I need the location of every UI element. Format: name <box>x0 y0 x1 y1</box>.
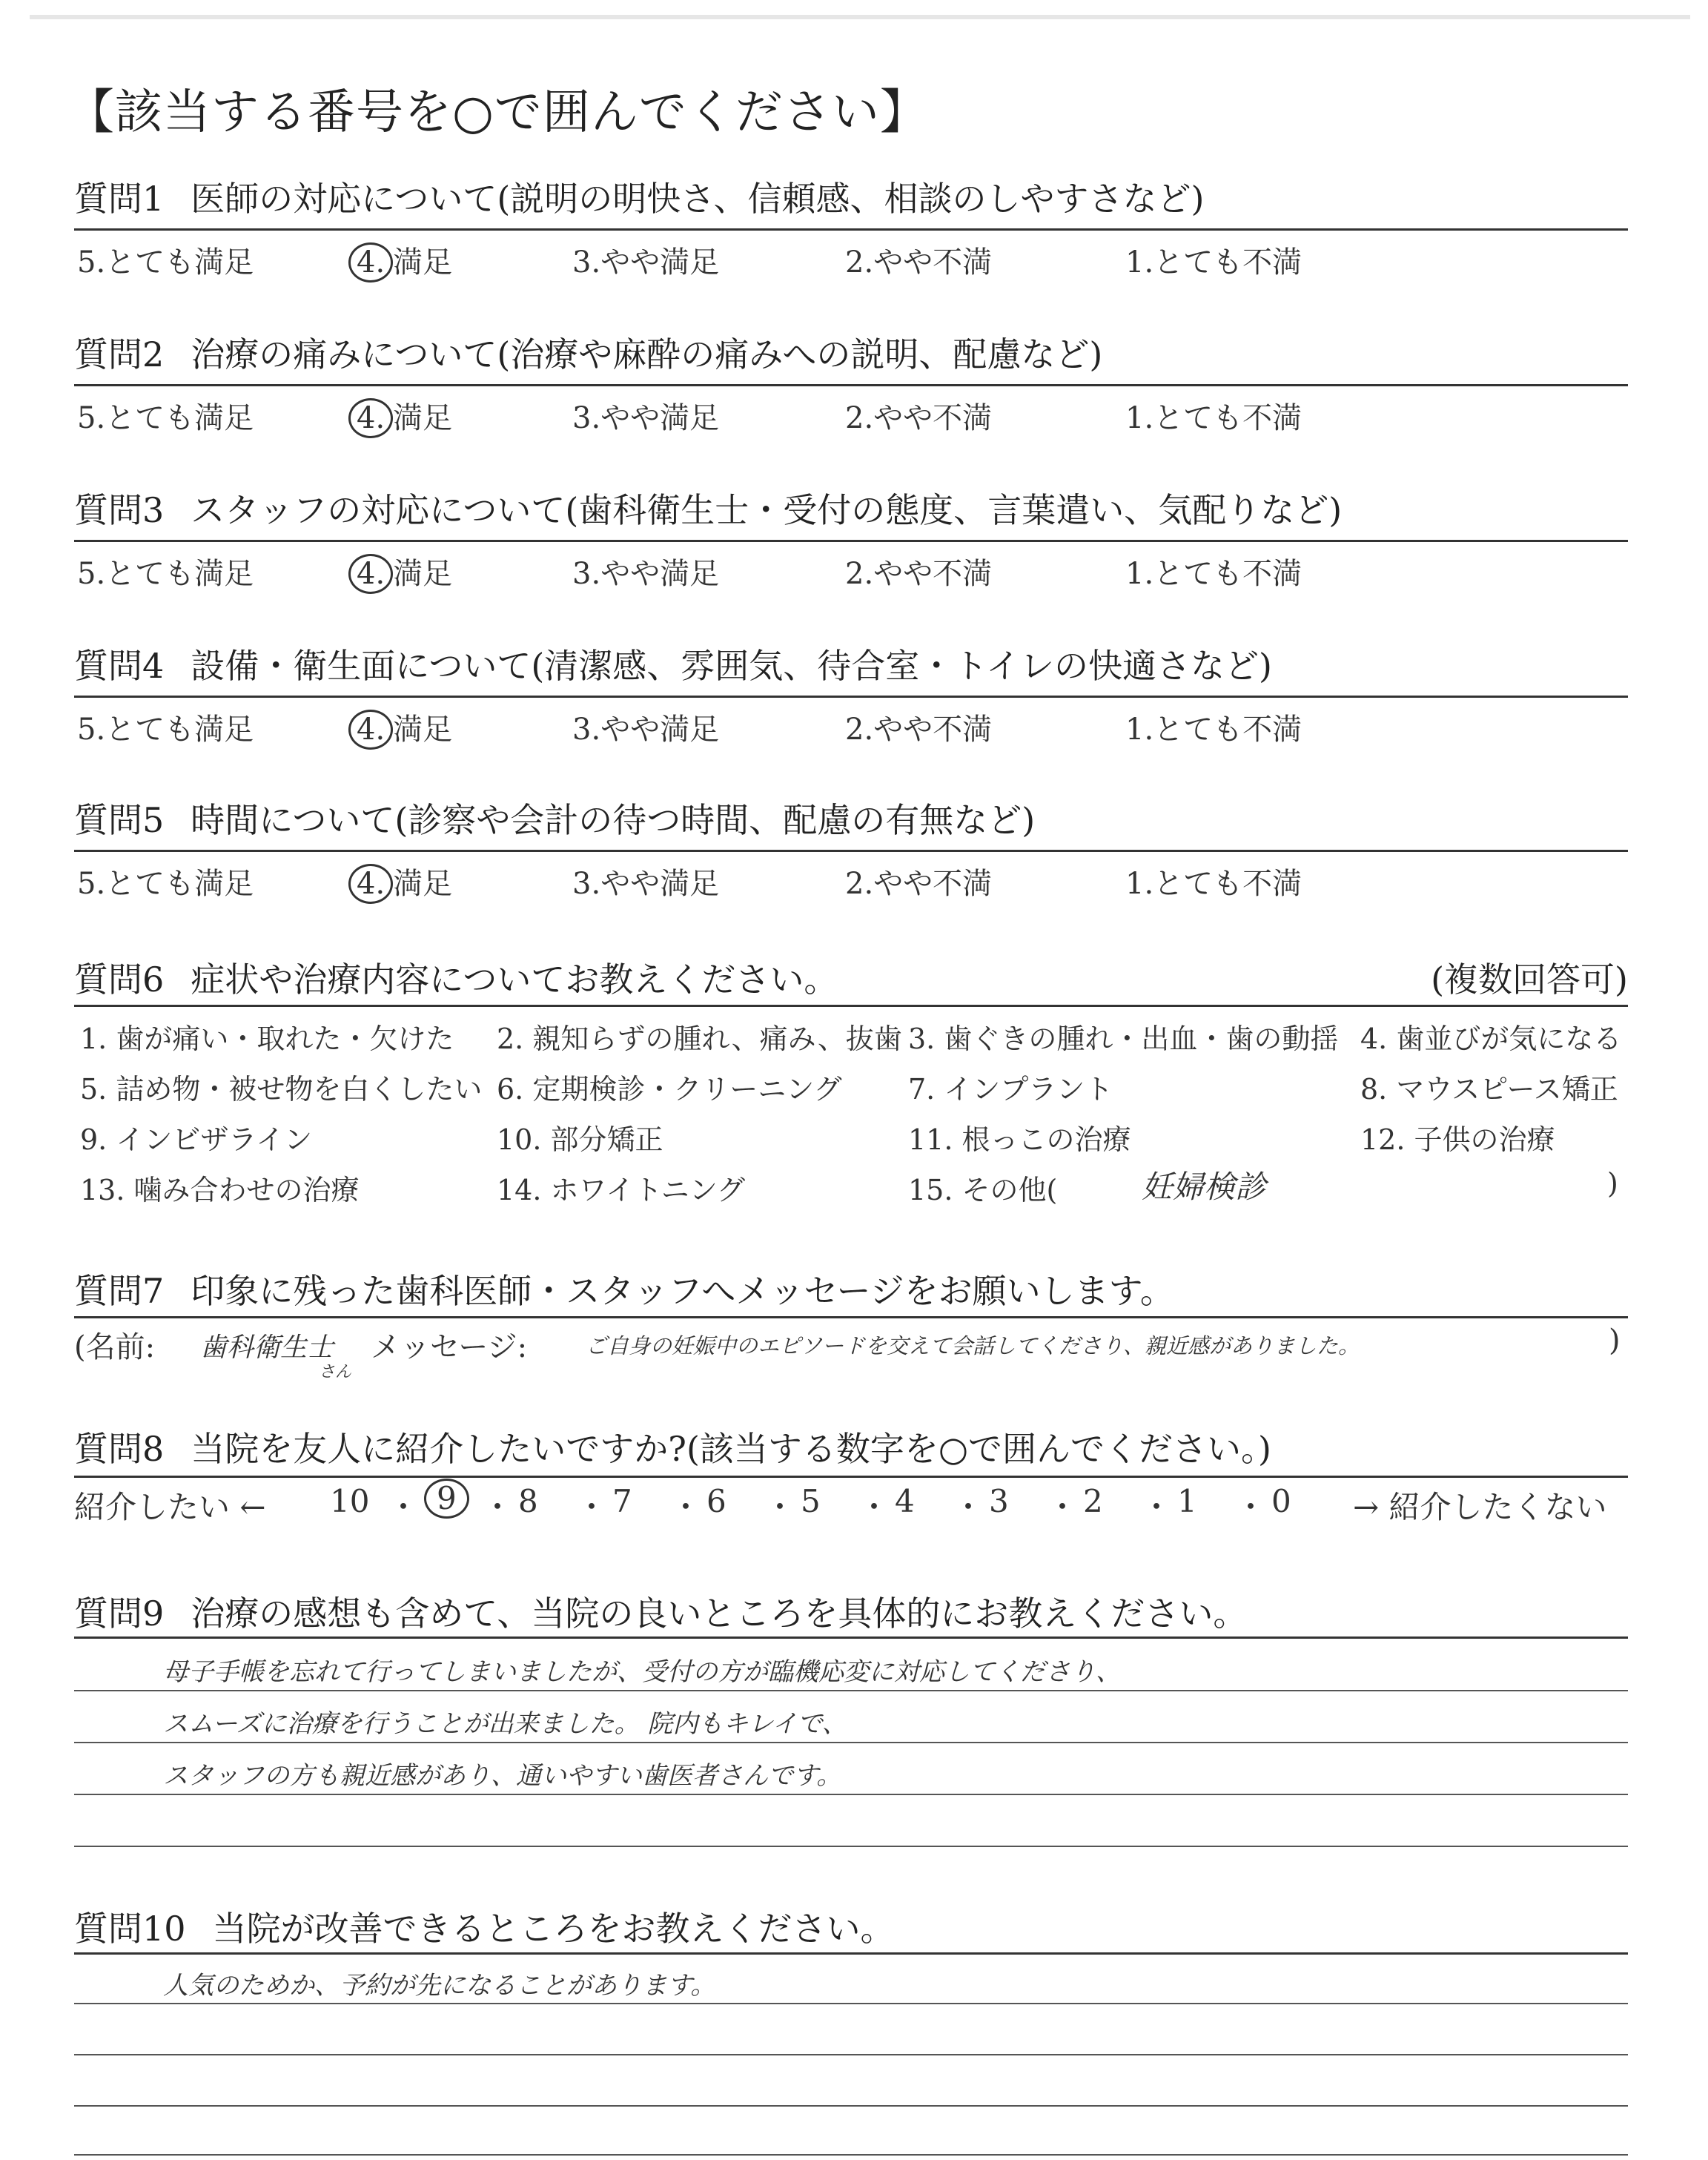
selected-circle: 4. <box>348 554 393 594</box>
q4-number: 質問4 <box>74 646 165 686</box>
q5-text: 時間について(診察や会計の待つ時間、配慮の有無など) <box>191 800 1036 840</box>
q3-rating-options <box>74 550 1628 595</box>
q6-options <box>74 1016 1628 1238</box>
selected-circle: 4. <box>348 710 393 750</box>
q10-answer-line-1: 人気のためか、予約が先になることがあります。 <box>163 1971 716 2001</box>
q2-text: 治療の痛みについて(治療や麻酔の痛みへの説明、配慮など) <box>191 334 1103 374</box>
q9-writing-line <box>74 1846 1628 1847</box>
q7-name-value: 歯科衛生士 <box>200 1332 334 1363</box>
q3-option-2[interactable]: 2.やや不満 <box>845 557 993 591</box>
q4-rating-options <box>74 706 1628 750</box>
q1-text: 医師の対応について(説明の明快さ、信頼感、相談のしやすさなど) <box>191 179 1205 219</box>
q9-rule <box>74 1636 1628 1639</box>
q7-heading <box>74 1264 1628 1313</box>
q8-scale-7[interactable]: 7 <box>612 1483 632 1519</box>
q6-option-3[interactable]: 3. 歯ぐきの腫れ・出血・歯の動揺 <box>908 1023 1339 1055</box>
q8-scale-6[interactable]: 6 <box>706 1483 726 1519</box>
option-label: 満足 <box>393 401 453 435</box>
q9-answer-line-2: スムーズに治療を行うことが出来ました。 院内もキレイで、 <box>163 1709 847 1739</box>
q1-option-2[interactable]: 2.やや不満 <box>845 245 993 280</box>
q6-option-10[interactable]: 10. 部分矯正 <box>497 1123 663 1156</box>
q1-option-5[interactable]: 5.とても満足 <box>77 245 254 280</box>
q2-option-3[interactable]: 3.やや満足 <box>572 401 720 435</box>
q8-scale-separator: ・ <box>858 1489 890 1525</box>
q8-scale-row <box>74 1480 1628 1527</box>
q3-number: 質問3 <box>74 490 165 530</box>
q7-name-label: (名前: <box>74 1330 156 1364</box>
q4-option-3[interactable]: 3.やや満足 <box>572 713 720 747</box>
q8-scale-1[interactable]: 1 <box>1177 1483 1197 1519</box>
q4-option-1[interactable]: 1.とても不満 <box>1125 713 1302 747</box>
q7-number: 質問7 <box>74 1271 165 1311</box>
q6-option-4[interactable]: 4. 歯並びが気になる <box>1360 1023 1622 1055</box>
option-label: 満足 <box>393 245 453 280</box>
q5-number: 質問5 <box>74 800 165 840</box>
q8-scale-8[interactable]: 8 <box>518 1483 538 1519</box>
q8-scale-4[interactable]: 4 <box>895 1483 915 1519</box>
q8-scale-separator: ・ <box>482 1489 514 1525</box>
q5-rule <box>74 850 1628 852</box>
q5-option-5[interactable]: 5.とても満足 <box>77 867 254 901</box>
q2-rating-options <box>74 394 1628 439</box>
q3-option-4[interactable] <box>348 550 452 594</box>
q3-heading <box>74 483 1628 532</box>
q6-option-7[interactable]: 7. インプラント <box>908 1073 1113 1106</box>
q9-writing-line <box>74 1690 1628 1691</box>
q9-number: 質問9 <box>74 1593 165 1634</box>
q6-option-15[interactable]: 15. その他( <box>908 1174 1058 1206</box>
q3-rule <box>74 540 1628 542</box>
q1-heading <box>74 172 1628 221</box>
q8-scale-separator: ・ <box>670 1489 702 1525</box>
q6-option-5[interactable]: 5. 詰め物・被せ物を白くしたい <box>80 1073 483 1106</box>
q7-close-paren: ) <box>1609 1324 1621 1358</box>
q6-multi-note: (複数回答可) <box>1431 960 1628 1000</box>
q6-number: 質問6 <box>74 960 165 1000</box>
q2-number: 質問2 <box>74 334 165 374</box>
q2-option-5[interactable]: 5.とても満足 <box>77 401 254 435</box>
q9-answer-line-1: 母子手帳を忘れて行ってしまいましたが、受付の方が臨機応変に対応してくださり、 <box>163 1657 1121 1687</box>
page-title: 【該当する番号を○で囲んでください】 <box>67 85 928 140</box>
selected-circle: 4. <box>348 398 393 438</box>
q10-writing-line <box>74 2003 1628 2004</box>
q1-option-3[interactable]: 3.やや満足 <box>572 245 720 280</box>
q1-option-4[interactable] <box>348 239 452 283</box>
q6-option-9[interactable]: 9. インビザライン <box>80 1123 313 1156</box>
q6-option-13[interactable]: 13. 噛み合わせの治療 <box>80 1174 360 1206</box>
q10-number: 質問10 <box>74 1909 186 1949</box>
q10-writing-line <box>74 2105 1628 2107</box>
q3-text: スタッフの対応について(歯科衛生士・受付の態度、言葉遣い、気配りなど) <box>191 490 1343 530</box>
q8-scale-separator: ・ <box>1141 1489 1173 1525</box>
q1-option-1[interactable]: 1.とても不満 <box>1125 245 1302 280</box>
scan-top-edge <box>30 15 1690 19</box>
q6-option-6[interactable]: 6. 定期検診・クリーニング <box>497 1073 842 1106</box>
q7-text: 印象に残った歯科医師・スタッフへメッセージをお願いします。 <box>191 1271 1174 1311</box>
q7-message-value: ご自身の妊娠中のエピソードを交えて会話してくださり、親近感がありました。 <box>586 1333 1360 1358</box>
q3-option-3[interactable]: 3.やや満足 <box>572 557 720 591</box>
q6-rule <box>74 1005 1628 1007</box>
q10-heading <box>74 1902 1628 1951</box>
q7-name-suffix: さん <box>319 1363 352 1381</box>
option-label: 満足 <box>393 557 453 591</box>
q8-scale-10[interactable]: 10 <box>330 1483 370 1519</box>
q4-rule <box>74 696 1628 698</box>
q8-left-label: 紹介したい ← <box>74 1489 266 1525</box>
q10-writing-line <box>74 2154 1628 2156</box>
q8-rule <box>74 1476 1628 1478</box>
q8-scale-3[interactable]: 3 <box>989 1483 1009 1519</box>
q4-option-5[interactable]: 5.とても満足 <box>77 713 254 747</box>
q7-message-label: メッセージ: <box>371 1330 528 1364</box>
q5-option-2[interactable]: 2.やや不満 <box>845 867 993 901</box>
q8-scale-separator: ・ <box>953 1489 984 1525</box>
option-label: 満足 <box>393 713 453 747</box>
q4-option-2[interactable]: 2.やや不満 <box>845 713 993 747</box>
q6-text: 症状や治療内容についてお教えください。 <box>191 960 838 1000</box>
q2-heading <box>74 328 1628 377</box>
q1-rating-options <box>74 239 1628 283</box>
q6-heading <box>74 953 1628 1002</box>
q8-scale-9[interactable]: 9 <box>424 1479 469 1519</box>
q2-option-2[interactable]: 2.やや不満 <box>845 401 993 435</box>
q6-option-11[interactable]: 11. 根っこの治療 <box>908 1123 1131 1156</box>
q8-scale-2[interactable]: 2 <box>1083 1483 1103 1519</box>
q3-option-5[interactable]: 5.とても満足 <box>77 557 254 591</box>
q1-rule <box>74 228 1628 231</box>
q8-scale-0[interactable]: 0 <box>1271 1483 1291 1519</box>
q5-option-3[interactable]: 3.やや満足 <box>572 867 720 901</box>
q9-text: 治療の感想も含めて、当院の良いところを具体的にお教えください。 <box>191 1593 1248 1634</box>
q4-heading <box>74 639 1628 688</box>
q8-right-label: → 紹介したくない <box>1353 1489 1607 1525</box>
q9-heading <box>74 1587 1628 1636</box>
q8-scale-separator: ・ <box>1235 1489 1267 1525</box>
q4-text: 設備・衛生面について(清潔感、雰囲気、待合室・トイレの快適さなど) <box>191 646 1272 686</box>
selected-circle: 4. <box>348 242 393 283</box>
q10-rule <box>74 1952 1628 1955</box>
q6-option-14[interactable]: 14. ホワイトニング <box>497 1174 746 1206</box>
q8-scale-separator: ・ <box>764 1489 796 1525</box>
q8-number: 質問8 <box>74 1429 165 1469</box>
q8-heading <box>74 1422 1628 1471</box>
q1-number: 質問1 <box>74 179 165 219</box>
q8-scale-separator: ・ <box>576 1489 608 1525</box>
q5-rating-options <box>74 860 1628 905</box>
q2-rule <box>74 384 1628 386</box>
q8-scale-separator: ・ <box>388 1489 420 1525</box>
q7-message-row <box>74 1324 1628 1390</box>
q9-writing-line <box>74 1742 1628 1743</box>
q5-heading <box>74 793 1628 842</box>
q10-text: 当院が改善できるところをお教えください。 <box>212 1909 895 1949</box>
q2-option-4[interactable] <box>348 394 452 438</box>
q6-option-1[interactable]: 1. 歯が痛い・取れた・欠けた <box>80 1023 454 1055</box>
q6-other-handwritten: 妊婦検診 <box>1142 1169 1267 1205</box>
q5-option-1[interactable]: 1.とても不満 <box>1125 867 1302 901</box>
q3-option-1[interactable]: 1.とても不満 <box>1125 557 1302 591</box>
q4-option-4[interactable] <box>348 706 452 750</box>
q6-option-2[interactable]: 2. 親知らずの腫れ、痛み、抜歯 <box>497 1023 902 1055</box>
q6-option-12[interactable]: 12. 子供の治療 <box>1360 1123 1555 1156</box>
q9-writing-line <box>74 1794 1628 1795</box>
q2-option-1[interactable]: 1.とても不満 <box>1125 401 1302 435</box>
q6-option-15-close: ) <box>1607 1167 1618 1200</box>
q8-scale-5[interactable]: 5 <box>801 1483 821 1519</box>
q8-text: 当院を友人に紹介したいですか?(該当する数字を○で囲んでください。) <box>191 1429 1271 1469</box>
option-label: 満足 <box>393 867 453 901</box>
q5-option-4[interactable] <box>348 860 452 904</box>
selected-circle: 4. <box>348 864 393 904</box>
q8-scale-separator: ・ <box>1047 1489 1079 1525</box>
q9-answer-line-3: スタッフの方も親近感があり、通いやすい歯医者さんです。 <box>163 1761 842 1791</box>
q6-option-8[interactable]: 8. マウスピース矯正 <box>1360 1073 1618 1106</box>
q10-writing-line <box>74 2054 1628 2055</box>
q7-rule <box>74 1316 1628 1318</box>
